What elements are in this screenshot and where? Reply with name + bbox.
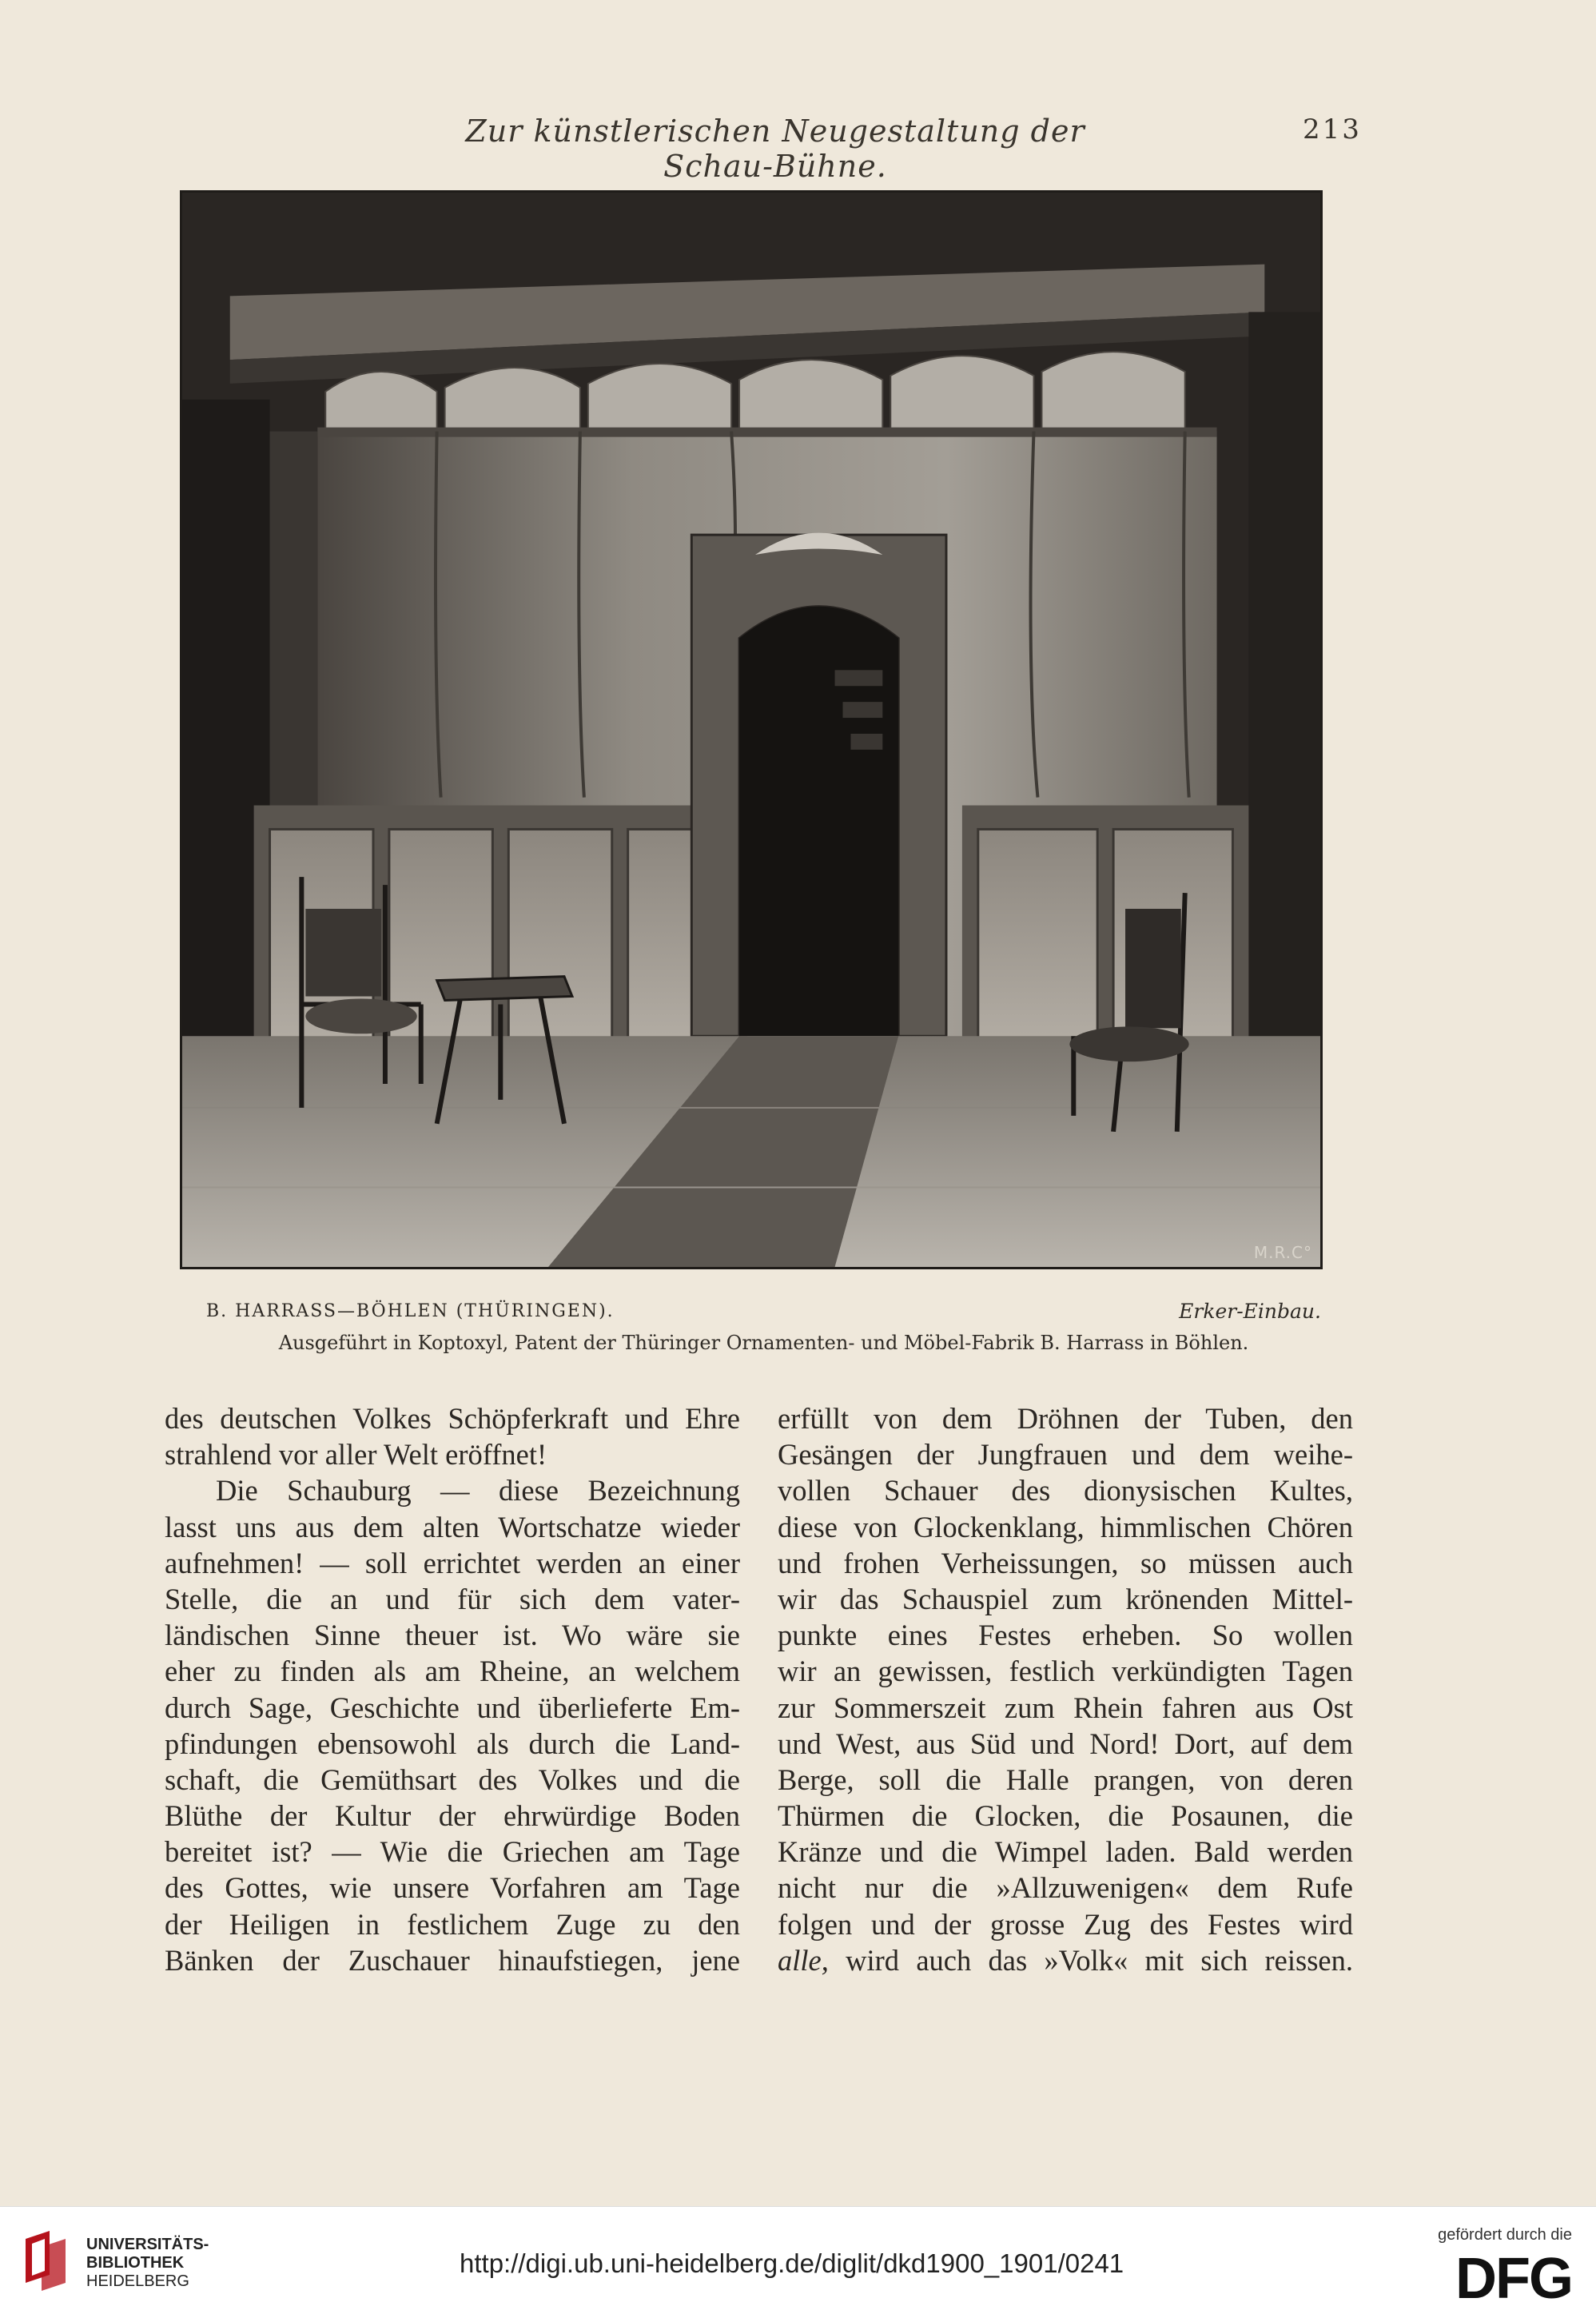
text-line: schaft, die Gemüthsart des Volkes und die bbox=[165, 1762, 740, 1796]
text-line: ländischen Sinne theuer ist. Wo wäre sie bbox=[165, 1619, 740, 1652]
text-line: Stelle, die an und für sich dem vater- bbox=[165, 1582, 740, 1615]
funding-label: gefördert durch die bbox=[1438, 2226, 1572, 2244]
library-name-line: HEIDELBERG bbox=[86, 2272, 189, 2290]
caption-maker: B. HARRASS—BÖHLEN (THÜRINGEN). bbox=[206, 1301, 615, 1321]
library-name-line: BIBLIOTHEK bbox=[86, 2254, 185, 2272]
photo-engraver-mark: M.R.C° bbox=[1253, 1243, 1312, 1262]
line-remainder: wird auch das »Volk« mit sich reissen. bbox=[828, 1943, 1353, 1977]
text-line: strahlend vor aller Welt eröffnet! bbox=[165, 1438, 547, 1472]
digitization-footer bbox=[0, 2206, 1596, 2318]
running-title: Zur künstlerischen Neugestaltung der Schau-Bühne. bbox=[465, 114, 1085, 184]
text-line: Thürmen die Glocken, die Posaunen, die bbox=[778, 1799, 1353, 1833]
text-line: folgen und der grosse Zug des Festes wird bbox=[778, 1907, 1353, 1941]
text-line: der Heiligen in festlichem Zuge zu den bbox=[165, 1907, 740, 1941]
text-line: Die Schauburg — diese Bezeichnung bbox=[216, 1474, 740, 1507]
dfg-logo: DFG bbox=[1455, 2247, 1572, 2311]
text-line: Berge, soll die Halle prangen, von deren bbox=[778, 1762, 1353, 1796]
text-line: Bänken der Zuschauer hinaufstiegen, jene bbox=[165, 1943, 740, 1977]
text-line: durch Sage, Geschichte und überlieferte Em- bbox=[165, 1691, 740, 1724]
text-line: wir an gewissen, festlich verkündigten Tagen bbox=[778, 1655, 1353, 1688]
text-line: wir das Schauspiel zum krönenden Mittel- bbox=[778, 1582, 1353, 1615]
permalink-url[interactable]: http://digi.ub.uni-heidelberg.de/diglit/dkd1900_1901/0241 bbox=[460, 2248, 1124, 2278]
library-name-line: UNIVERSITÄTS- bbox=[86, 2236, 209, 2253]
text-line: und West, aus Süd und Nord! Dort, auf dem bbox=[778, 1727, 1353, 1760]
text-line: eher zu finden als am Rheine, an welchem bbox=[165, 1655, 740, 1688]
text-line-final bbox=[778, 1942, 1353, 1978]
text-column-right bbox=[778, 1400, 1353, 1978]
text-line: punkte eines Festes erheben. So wollen bbox=[778, 1619, 1353, 1652]
text-line: des deutschen Volkes Schöpferkraft und Ehre bbox=[165, 1402, 740, 1435]
text-line: Gesängen der Jungfrauen und dem weihe- bbox=[778, 1438, 1353, 1472]
text-line: und frohen Verheissungen, so müssen auch bbox=[778, 1546, 1353, 1579]
text-line: erfüllt von dem Dröhnen der Tuben, den bbox=[778, 1402, 1353, 1435]
text-line: zur Sommerszeit zum Rhein fahren aus Ost bbox=[778, 1691, 1353, 1724]
text-line: diese von Glockenklang, himmlischen Chören bbox=[778, 1510, 1353, 1543]
figure-caption bbox=[206, 1301, 1321, 1333]
text-line: vollen Schauer des dionysischen Kultes, bbox=[778, 1474, 1353, 1507]
text-line: pfindungen ebensowohl als durch die Land- bbox=[165, 1727, 740, 1760]
text-line: nicht nur die »Allzuwenigen« dem Rufe bbox=[778, 1871, 1353, 1905]
alcove-photo-illustration bbox=[182, 193, 1320, 1267]
text-line: lasst uns aus dem alten Wortschatze wieder bbox=[165, 1510, 740, 1543]
page-number: 213 bbox=[1303, 114, 1362, 145]
caption-title: Erker-Einbau. bbox=[1179, 1300, 1321, 1323]
university-library-logo-icon bbox=[18, 2231, 74, 2295]
interior-photograph bbox=[180, 190, 1323, 1269]
text-line: des Gottes, wie unsere Vorfahren am Tage bbox=[165, 1871, 740, 1905]
library-name bbox=[86, 2236, 209, 2291]
text-column-left bbox=[165, 1400, 740, 1978]
italic-word: alle, bbox=[778, 1943, 829, 1977]
text-line: bereitet ist? — Wie die Griechen am Tage bbox=[165, 1835, 740, 1869]
text-line: Blüthe der Kultur der ehrwürdige Boden bbox=[165, 1799, 740, 1833]
text-line: aufnehmen! — soll errichtet werden an einer bbox=[165, 1546, 740, 1579]
caption-description: Ausgeführt in Koptoxyl, Patent der Thüringer Ornamenten- und Möbel-Fabrik B. Harrass in Böhlen. bbox=[278, 1332, 1249, 1354]
text-line: Kränze und die Wimpel laden. Bald werden bbox=[778, 1835, 1353, 1869]
